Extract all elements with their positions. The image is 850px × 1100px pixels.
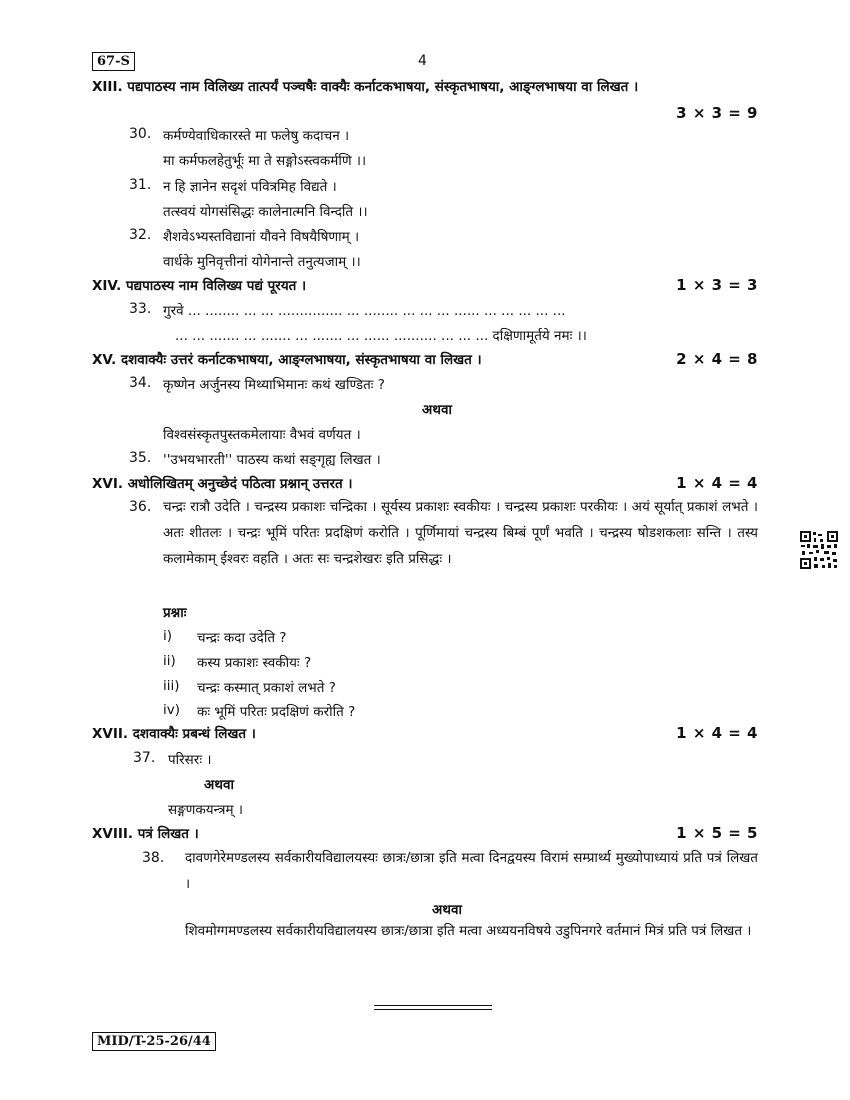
or-label: अथवा xyxy=(422,402,452,418)
question-text: सङ्गणकयन्त्रम् । xyxy=(168,802,243,818)
paper-code-label: 67-S xyxy=(92,52,135,71)
section-xviii-title: XVIII. पत्रं लिखत । xyxy=(92,826,199,842)
section-xvii-marks: 1 × 4 = 4 xyxy=(676,724,758,742)
verse-line: न हि ज्ञानेन सदृशं पवित्रमिह विद्यते । xyxy=(163,179,337,195)
questions-label: प्रश्नाः xyxy=(163,605,187,621)
question-number: 37. xyxy=(133,750,156,766)
question-text: ''उभयभारती'' पाठस्य कथां सङ्गृह्य लिखत । xyxy=(163,452,381,468)
question-text: कृष्णेन अर्जुनस्य मिथ्याभिमानः कथं खण्डितः ? xyxy=(163,377,385,393)
question-number: 33. xyxy=(129,301,152,317)
section-xiv-title: XIV. पद्यपाठस्य नाम विलिख्य पद्यं पूरयत । xyxy=(92,278,307,294)
footer-code-label: MID/T-25-26/44 xyxy=(92,1032,216,1051)
verse-line: मा कर्मफलहेतुर्भूः मा ते सङ्गोऽस्त्वकर्मणि ।। xyxy=(163,153,367,169)
section-xiii-title: XIII. पद्यपाठस्य नाम विलिख्य तात्पर्यं पञ्चषैः वाक्यैः कर्नाटकभाषया, संस्कृतभाषया, आङ्ग्लभाषया वा लिखत । xyxy=(92,79,639,95)
end-divider xyxy=(374,1005,492,1006)
section-xvii-title: XVII. दशवाक्यैः प्रबन्धं लिखत । xyxy=(92,726,256,742)
or-label: अथवा xyxy=(204,777,234,793)
reading-passage: चन्द्रः रात्रौ उदेति । चन्द्रस्य प्रकाशः चन्द्रिका । सूर्यस्य प्रकाशः स्वकीयः । चन्द्रस्य प्रकाशः परकीयः । अयं सूर्यात् प्रकाशं लभते । अतः शीतलः । चन्द्रः भूमिं परितः प्रदक्षिणं करोति । पूर्णिमायां चन्द्रस्य बिम्बं पूर्णं भवति । चन्द्रस्य षोडशकलाः सन्ति । तस्य कलामेकाम् ईश्वरः वहति । अतः सः चन्द्रशेखरः इति प्रसिद्धः । xyxy=(163,499,758,567)
sub-question-text: चन्द्रः कस्मात् प्रकाशं लभते ? xyxy=(197,680,336,696)
verse-line: वार्धके मुनिवृत्तीनां योगेनान्ते तनुत्यजाम् ।। xyxy=(163,254,361,270)
section-xiii-marks: 3 × 3 = 9 xyxy=(676,104,758,122)
question-text: शिवमोग्गमण्डलस्य सर्वकारीयविद्यालयस्य छात्रः/छात्रा इति मत्वा अध्ययनविषये उडुपिनगरे वर्तमानं मित्रं प्रति पत्रं लिखत । xyxy=(185,923,752,939)
section-xv-title: XV. दशवाक्यैः उत्तरं कर्नाटकभाषया, आङ्ग्लभाषया, संस्कृतभाषया वा लिखत । xyxy=(92,352,482,368)
verse-line: तत्स्वयं योगसंसिद्धः कालेनात्मनि विन्दति ।। xyxy=(163,204,368,220)
section-xv-marks: 2 × 4 = 8 xyxy=(676,350,758,368)
verse-fill-line: गुरवे ... ........ ... ... ............... ... ........ ... ... ... ...... ... ... ... ... ... xyxy=(163,303,566,319)
sub-question-number: iii) xyxy=(163,678,180,694)
page-number: 4 xyxy=(418,53,427,69)
question-text: परिसरः । xyxy=(168,752,212,768)
question-text: दावणगेरेमण्डलस्य सर्वकारीयविद्यालयस्यः छात्रः/छात्रा इति मत्वा दिनद्वयस्य विरामं सम्प्रार्थ्य मुख्योपाध्यायं प्रति पत्रं लिखत । xyxy=(185,850,758,892)
sub-question-text: चन्द्रः कदा उदेति ? xyxy=(197,630,287,646)
question-number: 35. xyxy=(129,450,152,466)
sub-question-text: कस्य प्रकाशः स्वकीयः ? xyxy=(197,655,312,671)
section-xvi-title: XVI. अधोलिखितम् अनुच्छेदं पठित्वा प्रश्नान् उत्तरत । xyxy=(92,476,353,492)
verse-line: कर्मण्येवाधिकारस्ते मा फलेषु कदाचन । xyxy=(163,128,350,144)
or-label: अथवा xyxy=(432,902,462,918)
sub-question-number: i) xyxy=(163,628,173,644)
question-number: 31. xyxy=(129,177,152,193)
question-number: 32. xyxy=(129,227,152,243)
question-number: 30. xyxy=(129,126,152,142)
qr-code-icon xyxy=(799,530,839,570)
verse-fill-line: ... ... ....... ... ....... ... ....... ... ...... .......... ... ... ... दक्षिणामूर्तये नमः ।। xyxy=(175,328,587,344)
question-number: 34. xyxy=(129,375,152,391)
sub-question-number: iv) xyxy=(163,702,181,718)
question-text: विश्वसंस्कृतपुस्तकमेलायाः वैभवं वर्णयत । xyxy=(163,427,361,443)
section-xviii-marks: 1 × 5 = 5 xyxy=(676,824,758,842)
question-number: 38. xyxy=(142,850,165,866)
verse-line: शैशवेऽभ्यस्तविद्यानां यौवने विषयैषिणाम् । xyxy=(163,229,360,245)
section-xvi-marks: 1 × 4 = 4 xyxy=(676,474,758,492)
question-number: 36. xyxy=(129,499,152,515)
sub-question-number: ii) xyxy=(163,653,176,669)
end-divider xyxy=(374,1009,492,1010)
sub-question-text: कः भूमिं परितः प्रदक्षिणं करोति ? xyxy=(197,704,356,720)
section-xiv-marks: 1 × 3 = 3 xyxy=(676,276,758,294)
